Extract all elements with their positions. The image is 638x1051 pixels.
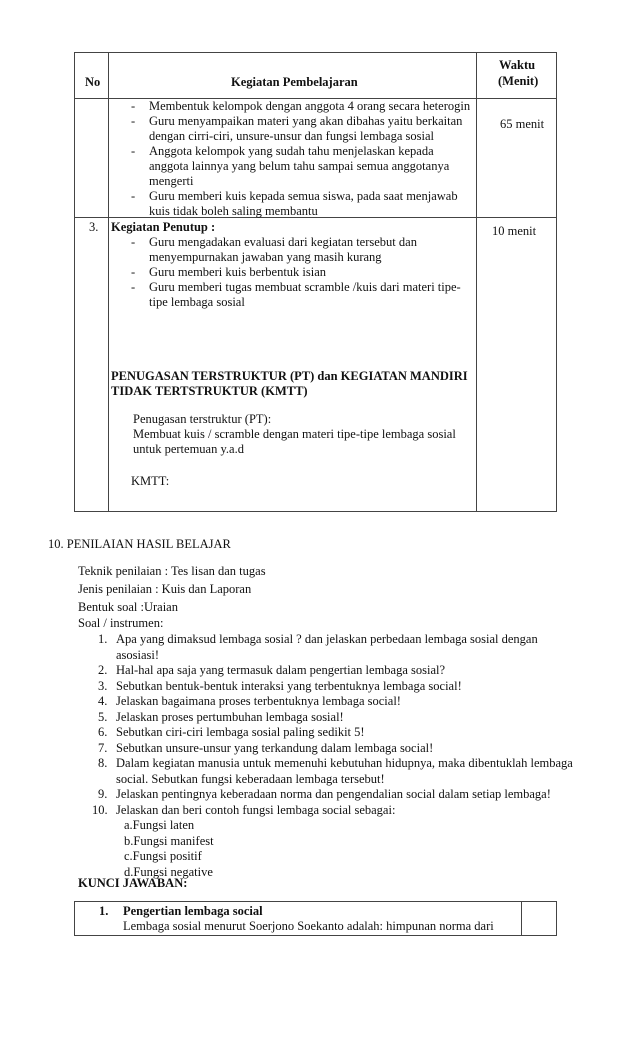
list-item: Guru menyampaikan materi yang akan dibahas yaitu berkaitan xyxy=(149,114,463,128)
table-row xyxy=(75,99,557,218)
question-number: 3. xyxy=(98,678,108,693)
row-penutup-no-cell xyxy=(75,218,109,512)
table-row xyxy=(75,902,557,936)
question-text: Sebutkan unsure-unsur yang terkandung dalam lembaga social! xyxy=(116,740,434,755)
question-text: Jelaskan proses pertumbuhan lembaga sosial! xyxy=(116,709,344,724)
list-item: anggota lainnya yang belum tahu sampai semua anggotanya xyxy=(149,159,450,173)
question-number: 7. xyxy=(98,740,108,755)
header-waktu-line1: Waktu xyxy=(499,58,536,72)
soal-label: Soal / instrumen: xyxy=(78,616,164,630)
list-item: Membentuk kelompok dengan anggota 4 orang secara heterogin xyxy=(149,99,471,113)
pt-heading-line2: TIDAK TERTSTRUKTUR (KMTT) xyxy=(111,384,308,398)
row-inti-activity-cell xyxy=(109,99,477,218)
list-bullet: - xyxy=(131,265,136,279)
teknik-penilaian: Teknik penilaian : Tes lisan dan tugas xyxy=(78,564,266,578)
row-penutup-waktu-cell xyxy=(477,218,557,512)
question-text: Sebutkan ciri-ciri lembaga sosial paling sedikit 5! xyxy=(116,725,365,739)
list-item: Guru mengadakan evaluasi dari kegiatan tersebut dan xyxy=(149,235,417,249)
question-number: 2. xyxy=(98,663,108,677)
list-item: Guru memberi tugas membuat scramble /kuis dari materi tipe- xyxy=(149,280,461,294)
answer-key-table xyxy=(74,901,557,936)
header-kegiatan-cell xyxy=(109,53,477,99)
question-text: Sebutkan bentuk-bentuk interaksi yang terbentuknya lembaga social! xyxy=(116,678,462,693)
question-text: Jelaskan bagaimana proses terbentuknya lembaga social! xyxy=(116,694,401,708)
question-text: Apa yang dimaksud lembaga sosial ? dan jelaskan perbedaan lembaga sosial dengan xyxy=(116,632,538,646)
function-subitem: b.Fungsi manifest xyxy=(124,833,214,848)
list-item: dengan cirri-ciri, unsure-unsur dan fungsi lembaga sosial xyxy=(149,129,434,143)
answer-key-cell xyxy=(75,902,522,936)
question-text: Jelaskan dan beri contoh fungsi lembaga social sebagai: xyxy=(116,802,396,817)
question-text: Jelaskan pentingnya keberadaan norma dan pengendalian social dalam setiap lembaga! xyxy=(116,787,551,801)
question-number: 9. xyxy=(98,787,108,801)
header-waktu-cell xyxy=(477,53,557,99)
answer-key-empty-cell xyxy=(522,902,557,936)
header-kegiatan: Kegiatan Pembelajaran xyxy=(231,75,358,89)
row-penutup-activity-cell xyxy=(109,218,477,512)
kunci-heading: KUNCI JAWABAN: xyxy=(78,876,188,890)
kunci-text: Lembaga sosial menurut Soerjono Soekanto adalah: himpunan norma dari xyxy=(123,919,494,933)
question-text: Hal-hal apa saja yang termasuk dalam pengertian lembaga sosial? xyxy=(116,663,446,677)
list-item: tipe lembaga sosial xyxy=(149,295,245,309)
list-bullet: - xyxy=(131,235,136,249)
question-text-continued: asosiasi! xyxy=(116,647,160,662)
pt-heading-line1: PENUGASAN TERSTRUKTUR (PT) dan KEGIATAN MANDIRI xyxy=(111,369,468,383)
question-number: 5. xyxy=(98,709,108,724)
section-heading: 10. PENILAIAN HASIL BELAJAR xyxy=(48,537,231,551)
kmtt-label: KMTT: xyxy=(131,474,170,488)
waktu-value: 65 menit xyxy=(500,117,545,131)
table-header-row xyxy=(75,53,557,99)
list-item: mengerti xyxy=(149,174,194,188)
learning-activities-table xyxy=(74,52,557,512)
function-subitem: d.Fungsi negative xyxy=(124,864,213,879)
list-item: kuis tidak boleh saling membantu xyxy=(149,204,318,218)
header-no: No xyxy=(85,75,101,89)
list-item: menyempurnakan jawaban yang masih kurang xyxy=(149,250,382,264)
bentuk-soal: Bentuk soal :Uraian xyxy=(78,600,178,614)
waktu-value: 10 menit xyxy=(492,224,537,238)
pt-label: Penugasan terstruktur (PT): xyxy=(133,412,272,426)
penutup-title: Kegiatan Penutup : xyxy=(111,220,216,234)
row-inti-no-cell xyxy=(75,99,109,218)
question-number: 8. xyxy=(98,756,108,770)
list-bullet: - xyxy=(131,189,136,203)
list-item: Guru memberi kuis kepada semua siswa, pada saat menjawab xyxy=(149,189,458,203)
list-bullet: - xyxy=(131,114,136,128)
function-subitem: a.Fungsi laten xyxy=(124,818,195,832)
jenis-penilaian: Jenis penilaian : Kuis dan Laporan xyxy=(78,582,252,596)
header-no-cell xyxy=(75,53,109,99)
question-number: 4. xyxy=(98,694,108,708)
list-item: Guru memberi kuis berbentuk isian xyxy=(149,265,327,279)
pt-text-line1: Membuat kuis / scramble dengan materi tipe-tipe lembaga sosial xyxy=(133,427,456,441)
question-number: 6. xyxy=(98,725,108,739)
list-bullet: - xyxy=(131,144,136,158)
list-item: Anggota kelompok yang sudah tahu menjelaskan kepada xyxy=(149,144,434,158)
row-number: 3. xyxy=(89,220,99,234)
question-text: Dalam kegiatan manusia untuk memenuhi kebutuhan hidupnya, maka dibentuklah lembaga xyxy=(116,756,573,770)
row-inti-waktu-cell xyxy=(477,99,557,218)
question-number: 1. xyxy=(98,632,108,646)
question-number: 10. xyxy=(92,802,108,817)
header-waktu-line2: (Menit) xyxy=(498,74,539,88)
table-row xyxy=(75,218,557,512)
list-bullet: - xyxy=(131,99,136,113)
pt-text-line2: untuk pertemuan y.a.d xyxy=(133,442,244,456)
kunci-title: Pengertian lembaga social xyxy=(123,904,263,918)
kunci-number: 1. xyxy=(99,904,109,918)
function-subitem: c.Fungsi positif xyxy=(124,849,202,863)
list-bullet: - xyxy=(131,280,136,294)
question-text-continued: social. Sebutkan fungsi keberadaan lembaga tersebut! xyxy=(116,771,385,786)
